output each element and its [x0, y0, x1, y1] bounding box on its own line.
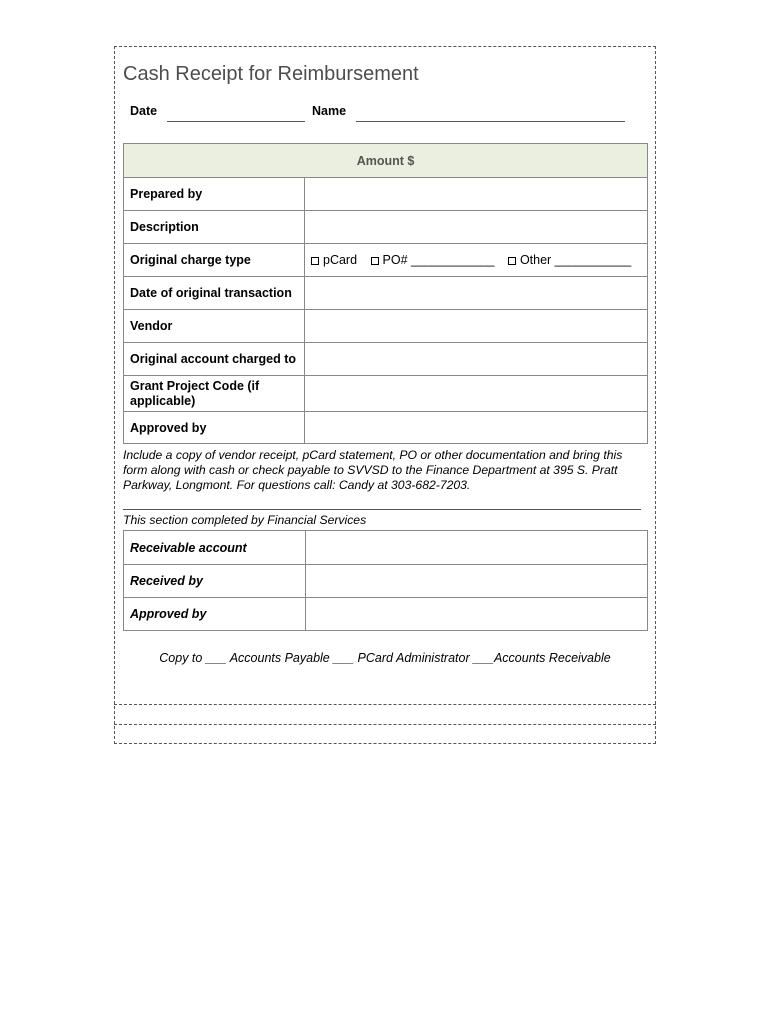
- other-checkbox[interactable]: [508, 257, 516, 265]
- financial-services-title: This section completed by Financial Services: [123, 513, 367, 527]
- frame-divider: [114, 704, 656, 705]
- received-by-label: Received by: [124, 565, 306, 598]
- table-row: [124, 343, 648, 376]
- table-row: [124, 412, 648, 444]
- vendor-field[interactable]: [305, 310, 648, 343]
- table-row: [124, 211, 648, 244]
- vendor-label: Vendor: [124, 310, 305, 343]
- charge-type-options: [305, 244, 648, 277]
- frame-divider: [114, 724, 656, 725]
- table-header-row: [124, 144, 648, 178]
- grant-code-label: Grant Project Code (if applicable): [124, 376, 305, 412]
- po-option-label: PO# ____________: [382, 253, 495, 267]
- financial-services-table: [123, 530, 648, 631]
- table-row: [124, 531, 648, 565]
- table-row: [124, 244, 648, 277]
- account-charged-field[interactable]: [305, 343, 648, 376]
- date-label: Date: [130, 104, 158, 118]
- account-charged-label: Original account charged to: [124, 343, 305, 376]
- description-field[interactable]: [305, 211, 648, 244]
- charge-type-label: Original charge type: [124, 244, 305, 277]
- approved-by-label: Approved by: [124, 412, 305, 444]
- transaction-date-label: Date of original transaction: [124, 277, 305, 310]
- prepared-by-label: Prepared by: [124, 178, 305, 211]
- table-row: [124, 598, 648, 631]
- table-row: [124, 310, 648, 343]
- copy-to-line: Copy to ___ Accounts Payable ___ PCard Administrator ___Accounts Receivable: [159, 651, 611, 665]
- po-checkbox[interactable]: [371, 257, 379, 265]
- grant-code-field[interactable]: [305, 376, 648, 412]
- amount-header: Amount $: [124, 144, 648, 178]
- approved-by-field[interactable]: [305, 412, 648, 444]
- name-field[interactable]: [356, 121, 625, 122]
- reimbursement-table: [123, 143, 648, 444]
- received-by-field[interactable]: [306, 565, 648, 598]
- table-row: [124, 277, 648, 310]
- prepared-by-field[interactable]: [305, 178, 648, 211]
- fs-approved-by-field[interactable]: [306, 598, 648, 631]
- transaction-date-field[interactable]: [305, 277, 648, 310]
- form-title: Cash Receipt for Reimbursement: [123, 63, 419, 85]
- name-label: Name: [312, 104, 347, 118]
- table-row: [124, 178, 648, 211]
- section-divider: [123, 509, 641, 510]
- table-row: [124, 565, 648, 598]
- pcard-option-label: pCard: [323, 253, 358, 267]
- receivable-account-field[interactable]: [306, 531, 648, 565]
- table-row: [124, 376, 648, 412]
- other-option-label: Other ___________: [519, 253, 632, 267]
- instructions-text: Include a copy of vendor receipt, pCard statement, PO or other documentation and bring this form along with cash or check payable to SVVSD to the Finance Department at 395 S. Pratt Parkway, Longmont. For questions call: Candy at 303-682-7203.: [123, 448, 623, 492]
- pcard-checkbox[interactable]: [311, 257, 319, 265]
- date-field[interactable]: [167, 121, 305, 122]
- fs-approved-by-label: Approved by: [124, 598, 306, 631]
- receivable-account-label: Receivable account: [124, 531, 306, 565]
- description-label: Description: [124, 211, 305, 244]
